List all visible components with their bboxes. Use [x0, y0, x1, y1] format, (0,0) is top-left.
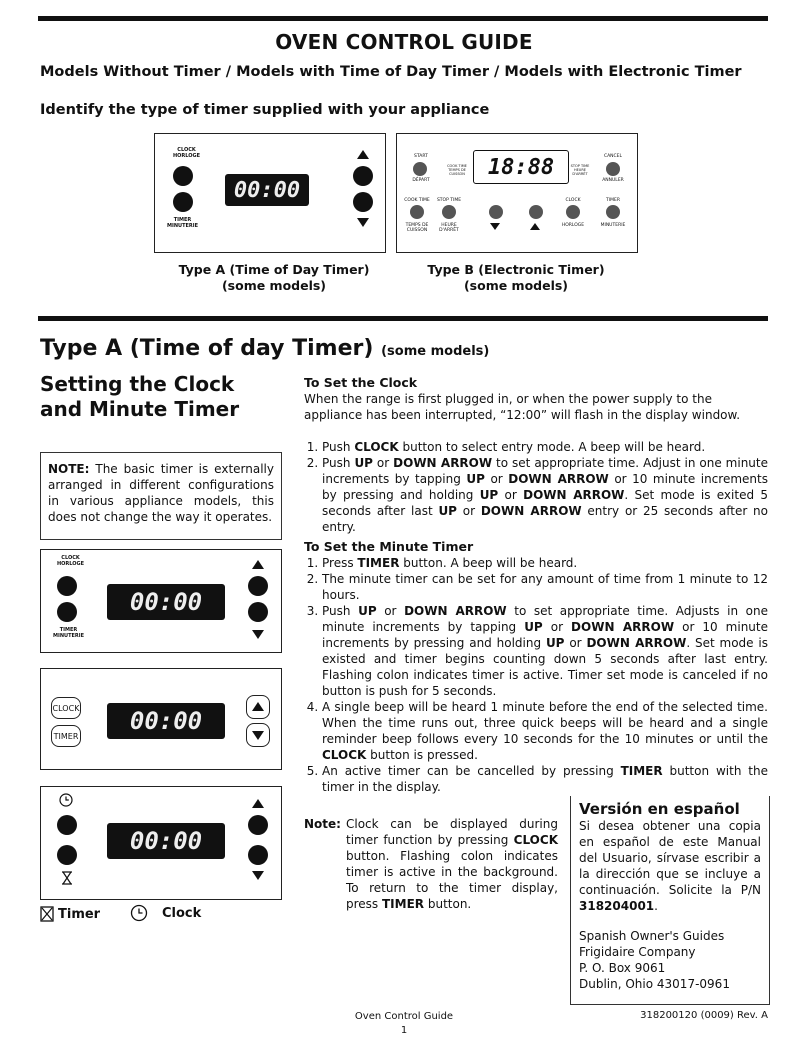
down-button-b[interactable]	[489, 205, 503, 219]
panel-1-display: 00:00	[107, 584, 225, 620]
up-arrow-icon	[252, 799, 264, 808]
clock-button-b[interactable]	[566, 205, 580, 219]
section-subheading: Setting the Clock and Minute Timer	[40, 372, 240, 421]
timer-button-b[interactable]	[606, 205, 620, 219]
annuler-label: ANNULER	[602, 178, 624, 183]
temps-label: TEMPS DE CUISSON	[405, 223, 429, 233]
timer-label: TIMER MINUTERIE	[53, 627, 85, 639]
down-arrow-icon	[252, 630, 264, 639]
down-arrow-icon	[252, 871, 264, 880]
type-b-caption: Type B (Electronic Timer) (some models)	[427, 262, 605, 293]
set-timer-heading: To Set the Minute Timer	[304, 539, 474, 554]
identify-heading: Identify the type of timer supplied with your appliance	[40, 102, 490, 118]
up-arrow-icon	[530, 223, 540, 230]
start-button[interactable]	[413, 162, 427, 176]
down-arrow-icon	[252, 731, 264, 740]
clock-label: CLOCK HORLOGE	[57, 555, 85, 567]
type-a-panel	[154, 133, 386, 253]
up-button-b[interactable]	[529, 205, 543, 219]
cook-time-label: COOK TIME	[404, 198, 430, 203]
type-b-panel	[396, 133, 638, 253]
set-timer-section	[304, 539, 768, 795]
down-button[interactable]	[248, 602, 268, 622]
list-item: 4. A single beep will be heard 1 minute before the end of the selected time. When the time runs out, three quick beeps will be heard and a single reminder beep follows every 10 seconds for the 10 minutes or until the CLOCK button is pressed.	[322, 699, 768, 763]
legend-timer: Timer	[40, 906, 100, 922]
clock-button[interactable]: CLOCK	[51, 697, 81, 719]
down-arrow-icon	[357, 218, 369, 227]
clock-button[interactable]	[57, 576, 77, 596]
spanish-address: Spanish Owner's Guides Frigidaire Company P. O. Box 9061 Dublin, Ohio 43017-0961	[579, 929, 730, 991]
stop-time-label: STOP TIME	[436, 198, 462, 203]
horloge-label-b: HORLOGE	[561, 223, 585, 228]
clock-icon	[59, 793, 73, 807]
start-label: START	[414, 154, 428, 159]
section-heading: Type A (Time of day Timer) (some models)	[40, 336, 490, 361]
timer-button[interactable]	[57, 845, 77, 865]
stop-time-button[interactable]	[442, 205, 456, 219]
cancel-button[interactable]	[606, 162, 620, 176]
cancel-label: CANCEL	[603, 154, 623, 159]
note-box: NOTE: The basic timer is externally arranged in different configurations in various appliance models, this does not change the way it operates.	[40, 452, 282, 540]
down-button[interactable]	[248, 845, 268, 865]
top-rule	[38, 16, 768, 21]
set-clock-heading: To Set the Clock	[304, 375, 418, 390]
cook-time-button[interactable]	[410, 205, 424, 219]
down-arrow-icon	[490, 223, 500, 230]
up-arrow-icon	[357, 150, 369, 159]
minuterie-label-b: MINUTERIE	[600, 223, 626, 228]
depart-label: DÉPART	[412, 178, 430, 183]
down-button[interactable]	[353, 192, 373, 212]
panel-3	[40, 786, 282, 900]
clock-label: CLOCK HORLOGE	[173, 147, 201, 159]
set-clock-intro: When the range is first plugged in, or when the power supply to the appliance has been interrupted, “12:00” will flash in the display window.	[304, 392, 741, 422]
timer-label: TIMER MINUTERIE	[167, 217, 199, 229]
page-subtitle: Models Without Timer / Models with Time of Day Timer / Models with Electronic Timer	[40, 64, 742, 80]
up-arrow-icon	[252, 560, 264, 569]
page-title: OVEN CONTROL GUIDE	[275, 30, 533, 54]
list-item: 5. An active timer can be cancelled by pressing TIMER button with the timer in the display.	[322, 763, 768, 795]
set-timer-steps	[304, 555, 768, 795]
spanish-body: Si desea obtener una copia en español de este Manual del Usuario, sírvase escribir a la dirección que se incluye a continuación. Solicite la P/N 318204001.	[579, 819, 761, 913]
panel-2-display: 00:00	[107, 703, 225, 739]
up-arrow-icon	[252, 702, 264, 711]
down-button[interactable]	[246, 723, 270, 747]
spanish-heading: Versión en español	[579, 800, 740, 818]
up-button[interactable]	[246, 695, 270, 719]
note-section: Note: Clock can be displayed during timer function by pressing CLOCK button. Flashing colon indicates timer is active in the background. To return to the timer display, press TIMER button.	[304, 817, 558, 911]
legend-clock: Clock	[130, 904, 201, 922]
cook-time-small-label: COOK TIME TEMPS DE CUISSON	[447, 164, 467, 176]
up-button[interactable]	[248, 576, 268, 596]
footer-center: Oven Control Guide 1	[354, 1011, 454, 1036]
list-item: 3. Push UP or DOWN ARROW to set appropriate time. Adjusts in one minute increments by tapping UP or DOWN ARROW or 10 minute increments by pressing and holding UP or DOWN ARROW. Set mode is existed and timer begins counting down 5 seconds after last entry. Flashing colon indicates timer is active. Timer set mode is canceled if no button is push for 5 seconds.	[322, 603, 768, 699]
hourglass-icon	[61, 871, 73, 885]
list-item: 1. Press TIMER button. A beep will be heard.	[322, 555, 768, 571]
type-a-display: 00:00	[225, 174, 309, 206]
timer-button[interactable]	[173, 192, 193, 212]
panel-3-display: 00:00	[107, 823, 225, 859]
hourglass-icon	[40, 906, 54, 922]
panel-1	[40, 549, 282, 653]
panel-2	[40, 668, 282, 770]
type-b-display: 18:88	[473, 150, 569, 184]
spanish-version-box	[570, 796, 770, 1005]
stop-time-small-label: STOP TIME HEURE D'ARRÊT	[570, 164, 590, 176]
list-item: 1. Push CLOCK button to select entry mode. A beep will be heard.	[322, 439, 768, 455]
type-a-caption: Type A (Time of Day Timer) (some models)	[178, 262, 370, 293]
clock-icon	[130, 904, 148, 922]
heure-label: HEURE D'ARRÊT	[439, 223, 459, 233]
timer-button[interactable]	[57, 602, 77, 622]
up-button[interactable]	[248, 815, 268, 835]
clock-button[interactable]	[173, 166, 193, 186]
section-rule	[38, 316, 768, 321]
clock-label-b: CLOCK	[565, 198, 581, 203]
clock-button[interactable]	[57, 815, 77, 835]
footer-part-number: 318200120 (0009) Rev. A	[640, 1010, 768, 1021]
list-item: 2. The minute timer can be set for any amount of time from 1 minute to 12 hours.	[322, 571, 768, 603]
up-button[interactable]	[353, 166, 373, 186]
timer-button[interactable]: TIMER	[51, 725, 81, 747]
set-clock-steps	[304, 439, 768, 535]
set-clock-section	[304, 375, 768, 535]
list-item: 2. Push UP or DOWN ARROW to set appropriate time. Adjust in one minute increments by tapping UP or DOWN ARROW or 10 minute increments by pressing and holding UP or DOWN ARROW. Set mode is exited 5 seconds after last UP or DOWN ARROW entry or 25 seconds after no entry.	[322, 455, 768, 535]
timer-label-b: TIMER	[606, 198, 620, 203]
